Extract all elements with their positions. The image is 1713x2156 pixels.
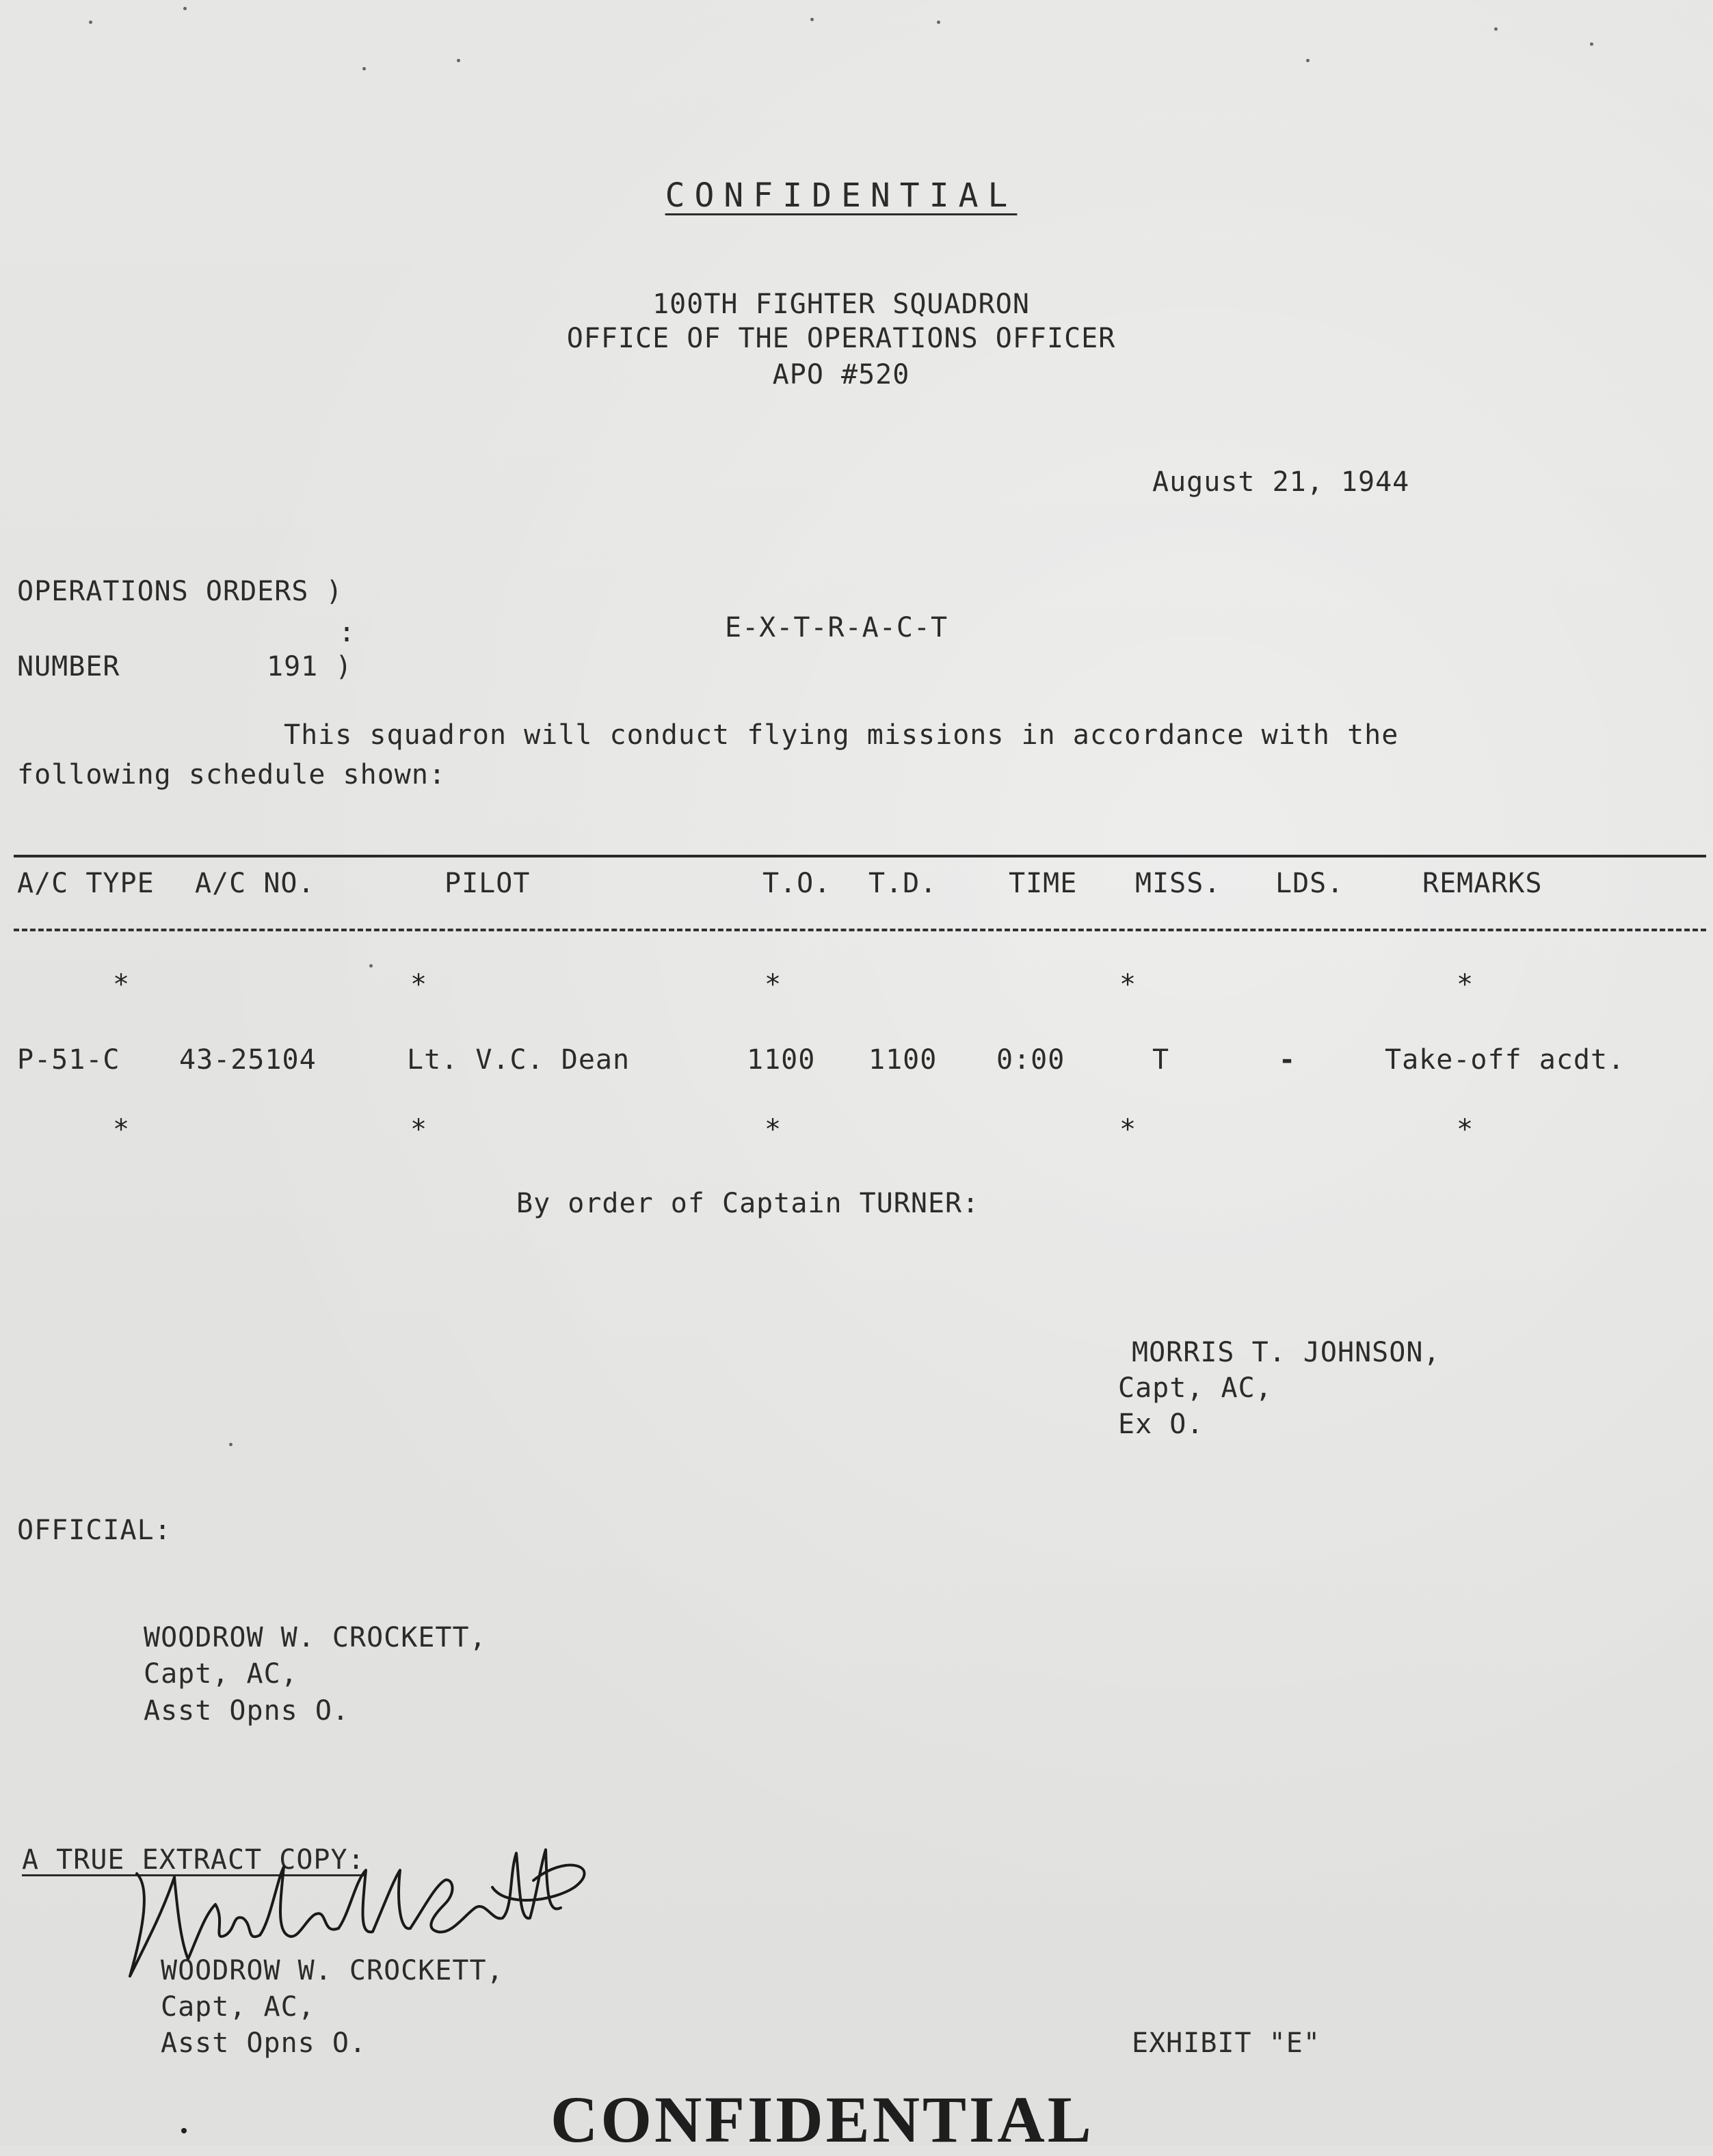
intro-line-1: This squadron will conduct flying missions in accordance with the: [284, 719, 1399, 751]
official-rank: Capt, AC,: [144, 1658, 298, 1690]
orders-number-value: 191 ): [267, 651, 353, 682]
paper-speck: [810, 18, 814, 21]
column-header-lds: LDS.: [1275, 868, 1344, 899]
classification-heading: CONFIDENTIAL: [665, 176, 1018, 215]
signer-title: Ex O.: [1118, 1409, 1204, 1440]
cell-lds: -: [1279, 1044, 1297, 1076]
asterisk-mark: *: [1119, 1114, 1137, 1145]
paper-speck: [183, 7, 187, 10]
extract-label: E-X-T-R-A-C-T: [725, 612, 948, 643]
table-top-rule: [14, 855, 1706, 857]
orders-colon: :: [338, 617, 356, 648]
asterisk-mark: *: [765, 1114, 782, 1145]
column-header-ac-type: A/C TYPE: [17, 868, 155, 899]
paper-speck: [362, 67, 366, 70]
paper-speck: [1306, 59, 1310, 62]
true-extract-title: Asst Opns O.: [161, 2027, 367, 2059]
column-header-pilot: PILOT: [444, 868, 531, 899]
intro-line-2: following schedule shown:: [17, 759, 447, 790]
paper-speck: [229, 1443, 233, 1446]
paper-speck: [1494, 27, 1498, 31]
true-extract-rank: Capt, AC,: [161, 1991, 315, 2023]
signer-name: MORRIS T. JOHNSON,: [1132, 1337, 1441, 1368]
unit-name: 100TH FIGHTER SQUADRON: [652, 289, 1030, 320]
asterisk-mark: *: [1457, 1114, 1474, 1145]
paper-speck: [369, 964, 373, 968]
cell-remarks: Take-off acdt.: [1385, 1044, 1625, 1076]
exhibit-label: EXHIBIT "E": [1132, 2027, 1320, 2059]
paper-speck: [181, 2128, 187, 2133]
cell-miss: T: [1152, 1044, 1170, 1076]
true-extract-name: WOODROW W. CROCKETT,: [161, 1955, 504, 1986]
official-name: WOODROW W. CROCKETT,: [144, 1622, 487, 1653]
cell-to: 1100: [747, 1044, 816, 1076]
orders-label: OPERATIONS ORDERS ): [17, 576, 343, 607]
asterisk-mark: *: [113, 969, 130, 1000]
column-header-ac-no: A/C NO.: [195, 868, 315, 899]
paper-speck: [89, 21, 92, 24]
asterisk-mark: *: [410, 969, 427, 1000]
cell-time: 0:00: [996, 1044, 1065, 1076]
cell-ac-no: 43-25104: [179, 1044, 317, 1076]
asterisk-mark: *: [765, 969, 782, 1000]
column-header-time: TIME: [1009, 868, 1078, 899]
asterisk-mark: *: [410, 1114, 427, 1145]
apo-number: APO #520: [772, 359, 910, 390]
column-header-remarks: REMARKS: [1422, 868, 1543, 899]
cell-pilot: Lt. V.C. Dean: [407, 1044, 630, 1076]
column-header-td: T.D.: [868, 868, 938, 899]
true-extract-label: A TRUE EXTRACT COPY:: [22, 1844, 365, 1876]
paper-speck: [1590, 42, 1593, 46]
document-date: August 21, 1944: [1152, 466, 1410, 498]
cell-ac-type: P-51-C: [17, 1044, 120, 1076]
asterisk-mark: *: [1119, 969, 1137, 1000]
orders-number-label: NUMBER: [17, 651, 120, 682]
column-header-miss: MISS.: [1135, 868, 1221, 899]
column-header-to: T.O.: [762, 868, 832, 899]
asterisk-mark: *: [1457, 969, 1474, 1000]
table-header-rule: [14, 929, 1706, 931]
classification-stamp: CONFIDENTIAL: [550, 2083, 1094, 2156]
official-title: Asst Opns O.: [144, 1695, 349, 1727]
official-label: OFFICIAL:: [17, 1515, 172, 1546]
paper-speck: [937, 21, 940, 24]
cell-td: 1100: [868, 1044, 938, 1076]
office-name: OFFICE OF THE OPERATIONS OFFICER: [566, 323, 1116, 354]
signer-rank: Capt, AC,: [1118, 1372, 1273, 1404]
asterisk-mark: *: [113, 1114, 130, 1145]
by-order-line: By order of Captain TURNER:: [516, 1188, 980, 1219]
paper-speck: [457, 59, 460, 62]
